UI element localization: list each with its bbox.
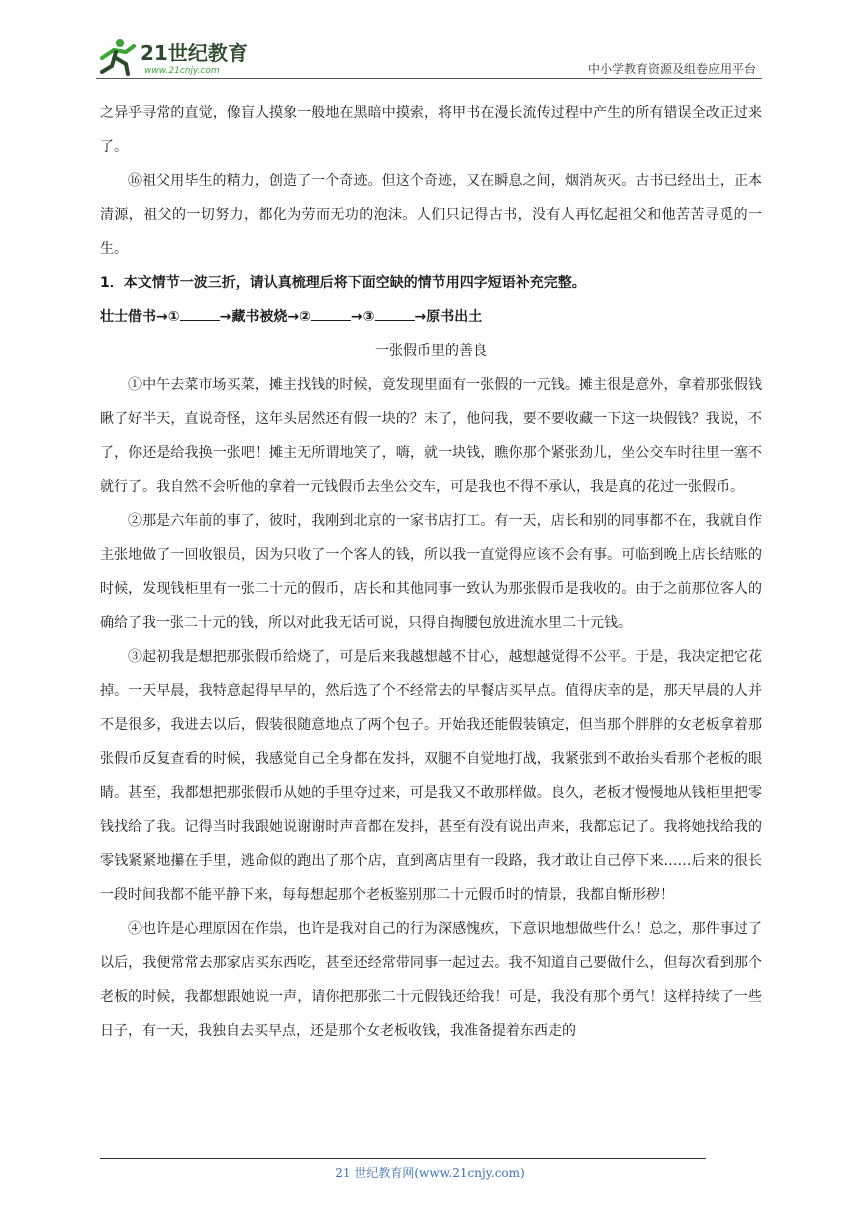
runner-logo-icon	[96, 36, 266, 76]
flow-mid-2: →③	[350, 309, 375, 325]
site-logo[interactable]	[96, 36, 266, 76]
footer-divider	[100, 1158, 706, 1159]
header-divider	[96, 78, 762, 79]
footer-link[interactable]: 21 世纪教育网(www.21cnjy.com)	[335, 1166, 525, 1180]
story-paragraph-3: ③起初我是想把那张假币给烧了，可是后来我越想越不甘心，越想越觉得不公平。于是，我决定把它花掉。一天早晨，我特意起得早早的，然后选了个不经常去的早餐店买早点。值得庆幸的是，那天早晨的人并不是很多，我进去以后，假装很随意地点了两个包子。开始我还能假装镇定，但当那个胖胖的女老板拿着那张假币反复查看的时候，我感觉自己全身都在发抖，双腿不自觉地打战，我紧张到不敢抬头看那个老板的眼睛。甚至，我都想把那张假币从她的手里夺过来，可是我又不敢那样做。良久，老板才慢慢地从钱柜里把零钱找给了我。记得当时我跟她说谢谢时声音都在发抖，甚至有没有说出声来，我都忘记了。我将她找给我的零钱紧紧地攥在手里，逃命似的跑出了那个店，直到离店里有一段路，我才敢让自己停下来……后来的很长一段时间我都不能平静下来，每每想起那个老板鉴别那二十元假币时的情景，我都自惭形秽！	[100, 649, 762, 903]
story-paragraph-4: ④也许是心理原因在作祟，也许是我对自己的行为深感愧疚，下意识地想做些什么！总之，那件事过了以后，我便常常去那家店买东西吃，甚至还经常带同事一起过去。我不知道自己要做什么，但每次看到那个老板的时候，我都想跟她说一声，请你把那张二十元假钱还给我！可是，我没有那个勇气！这样持续了一些日子，有一天，我独自去买早点，还是那个女老板收钱，我准备提着东西走的	[100, 921, 762, 1039]
blank-3[interactable]	[375, 306, 415, 321]
story-paragraph-1: ①中午去菜市场买菜，摊主找钱的时候，竟发现里面有一张假的一元钱。摊主很是意外，拿着那张假钱瞅了好半天，直说奇怪，这年头居然还有假一块的？末了，他问我，要不要收藏一下这一块假钱？我说，不了，你还是给我换一张吧！摊主无所谓地笑了，嗨，就一块钱，瞧你那个紧张劲儿，坐公交车时往里一塞不就行了。我自然不会听他的拿着一元钱假币去坐公交车，可是我也不得不承认，我是真的花过一张假币。	[100, 377, 762, 495]
question-1: 1．本文情节一波三折，请认真梳理后将下面空缺的情节用四字短语补充完整。	[100, 275, 586, 291]
story-paragraph-2: ②那是六年前的事了，彼时，我刚到北京的一家书店打工。有一天，店长和别的同事都不在，我就自作主张地做了一回收银员，因为只收了一个客人的钱，所以我一直觉得应该不会有事。可临到晚上店长结账的时候，发现钱柜里有一张二十元的假币，店长和其他同事一致认为那张假币是我收的。由于之前那位客人的确给了我一张二十元的钱，所以对此我无话可说，只得自掏腰包放进流水里二十元钱。	[100, 513, 762, 631]
flow-end: →原书出土	[414, 309, 483, 325]
page-header	[96, 32, 762, 80]
logo-url: www.21cnjy.com	[144, 66, 220, 76]
paragraph-continued: 之异乎寻常的直觉，像盲人摸象一般地在黑暗中摸索，将甲书在漫长流传过程中产生的所有错误全改正过来了。	[100, 105, 762, 155]
blank-1[interactable]	[180, 306, 220, 321]
paragraph-16: ⑯祖父用毕生的精力，创造了一个奇迹。但这个奇迹，又在瞬息之间，烟消灰灭。古书已经出土，正本清源，祖父的一切努力，都化为劳而无功的泡沫。人们只记得古书，没有人再忆起祖父和他苦苦寻觅的一生。	[100, 173, 762, 257]
document-body	[100, 96, 762, 1048]
logo-text: 21世纪教育	[140, 41, 248, 65]
flow-mid-1: →藏书被烧→②	[219, 309, 311, 325]
flow-start: 壮士借书→①	[100, 309, 180, 325]
platform-name: 中小学教育资源及组卷应用平台	[587, 62, 756, 76]
blank-2[interactable]	[311, 306, 351, 321]
question-1-flow	[100, 300, 762, 334]
story-title: 一张假币里的善良	[375, 343, 487, 359]
